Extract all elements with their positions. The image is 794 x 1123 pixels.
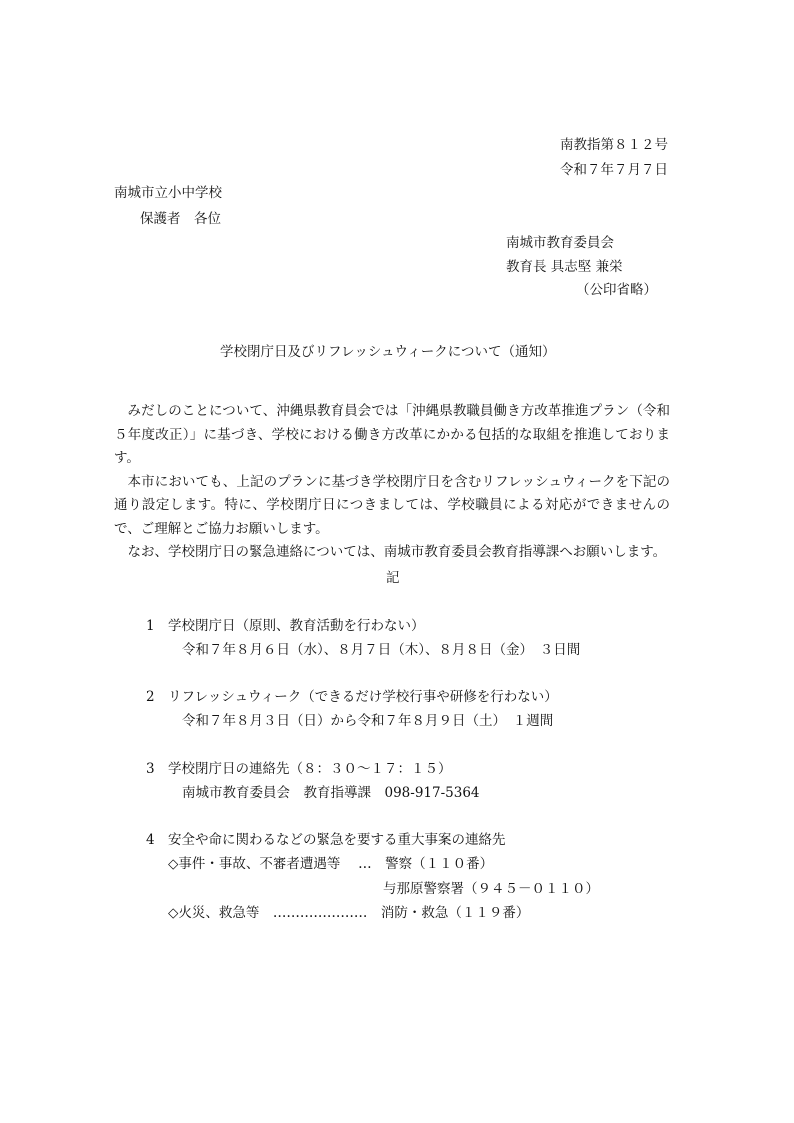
recipient-school: 南城市立小中学校 bbox=[114, 185, 222, 201]
list-item-2-heading bbox=[146, 688, 558, 706]
item-heading: 学校閉庁日（原則、教育活動を行わない） bbox=[168, 618, 425, 634]
emergency-police-line: ◇事件・事故、不審者遭遇等 … 警察（１１０番） bbox=[168, 856, 494, 872]
body-paragraph-3: なお、学校閉庁日の緊急連絡については、南城市教育委員会教育指導課へお願いします。 bbox=[127, 544, 667, 560]
list-item-4-heading bbox=[146, 831, 506, 849]
item-number: 3 bbox=[146, 761, 155, 777]
list-item-3-detail: 南城市教育委員会 教育指導課 098-917-5364 bbox=[182, 785, 480, 801]
item-number: 1 bbox=[146, 618, 155, 634]
document-number: 南教指第８１２号 bbox=[560, 137, 668, 153]
sender-org: 南城市教育委員会 bbox=[506, 235, 614, 251]
recipient-guardians: 保護者 各位 bbox=[140, 211, 221, 227]
ki-heading: 記 bbox=[386, 570, 400, 586]
emergency-fire-line: ◇火災、救急等 ………………… 消防・救急（１１９番） bbox=[168, 905, 530, 921]
list-item-1-heading bbox=[146, 617, 425, 635]
body-paragraph-2: 本市においても、上記のプランに基づき学校閉庁日を含むリフレッシュウィークを下記の通り設定します。特に、学校閉庁日につきましては、学校職員による対応ができませんので、ご理解とご協力お願いします。 bbox=[114, 473, 670, 537]
item-number: 2 bbox=[146, 689, 155, 705]
sender-name: 教育長 具志堅 兼栄 bbox=[506, 259, 623, 275]
seal-omitted-note: （公印省略） bbox=[576, 282, 657, 298]
item-number: 4 bbox=[146, 832, 155, 848]
issue-date: 令和７年７月７日 bbox=[560, 162, 668, 178]
list-item-3-heading bbox=[146, 760, 452, 778]
body-text bbox=[114, 400, 670, 565]
item-heading: リフレッシュウィーク（できるだけ学校行事や研修を行わない） bbox=[168, 689, 558, 705]
list-item-2-detail: 令和７年８月３日（日）から令和７年８月９日（土） １週間 bbox=[182, 713, 554, 729]
item-heading: 安全や命に関わるなどの緊急を要する重大事案の連絡先 bbox=[168, 832, 506, 848]
document-title: 学校閉庁日及びリフレッシュウィークについて（通知） bbox=[220, 344, 556, 360]
emergency-station-line: 与那原警察署（９４５－０１１０） bbox=[383, 881, 599, 897]
list-item-1-detail: 令和７年８月６日（水）、８月７日（木）、８月８日（金） ３日間 bbox=[182, 642, 581, 658]
body-paragraph-1: みだしのことについて、沖縄県教育員会では「沖縄県教職員働き方改革推進プラン（令和５年度改正）」に基づき、学校における働き方改革にかかる包括的な取組を推進しております。 bbox=[114, 403, 670, 466]
item-heading: 学校閉庁日の連絡先（８：３０～１７：１５） bbox=[168, 761, 452, 777]
